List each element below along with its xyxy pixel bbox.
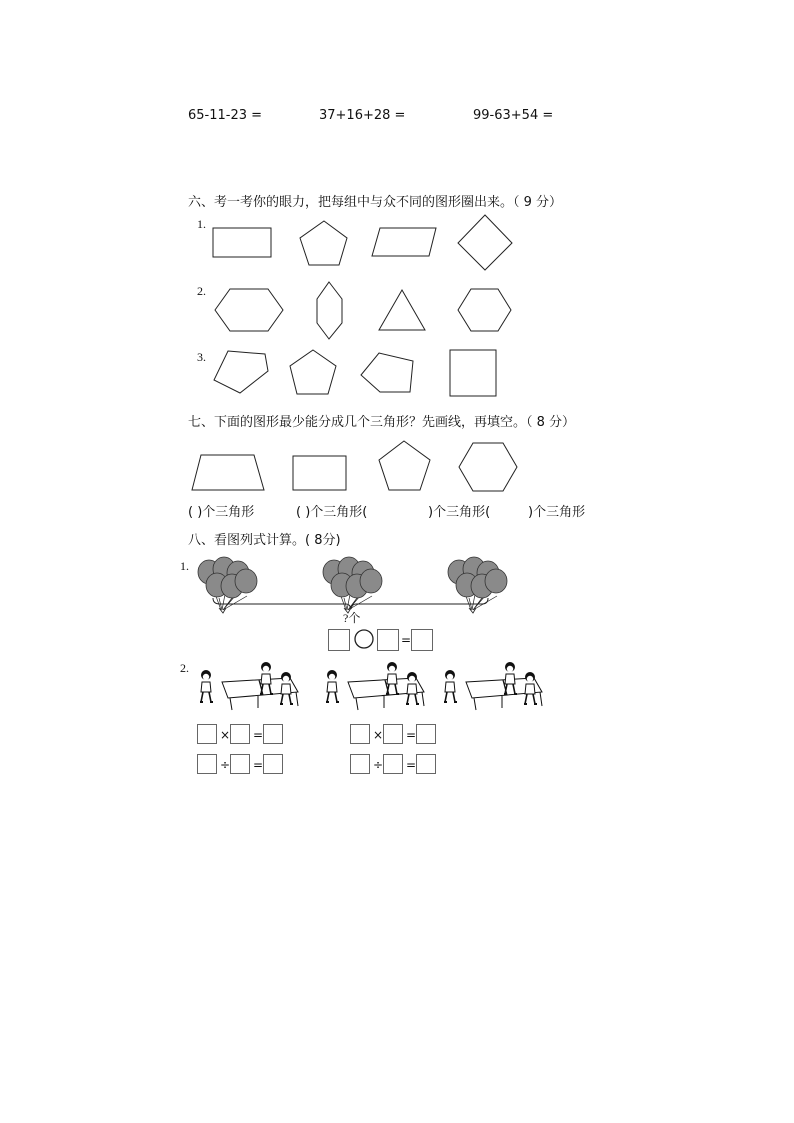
mult-box-right-2[interactable]: [383, 724, 403, 744]
div-box-right-1[interactable]: [350, 754, 370, 774]
group-1-number: 1.: [197, 217, 206, 231]
mult-box-left-3[interactable]: [263, 724, 283, 744]
equals-sign-left-1: =: [253, 728, 264, 742]
mult-box-right-1[interactable]: [350, 724, 370, 744]
multiply-sign-right: ×: [373, 728, 384, 742]
ping-pong-scene-2: [326, 662, 424, 710]
question-2-number: 2.: [180, 661, 189, 675]
ping-pong-scene-1: [200, 662, 298, 710]
div-box-left-2[interactable]: [230, 754, 250, 774]
div-box-right-2[interactable]: [383, 754, 403, 774]
blank-hexagon[interactable]: )个三角形: [528, 505, 586, 520]
mult-box-right-3[interactable]: [416, 724, 436, 744]
divide-sign-left: ÷: [220, 758, 231, 772]
section-6-title: 六、考一考你的眼力，把每组中与众不同的图形圈出来。（ 9 分）: [188, 195, 563, 210]
equals-sign: =: [401, 633, 412, 647]
equals-sign-right-2: =: [406, 758, 417, 772]
equals-sign-left-2: =: [253, 758, 264, 772]
ping-pong-scene-3: [444, 662, 542, 710]
div-box-left-1[interactable]: [197, 754, 217, 774]
section-8-title: 八、看图列式计算。( 8分): [188, 533, 341, 548]
divide-sign-right: ÷: [373, 758, 384, 772]
div-box-left-3[interactable]: [263, 754, 283, 774]
section-7-title: 七、下面的图形最少能分成几个三角形？先画线，再填空。（ 8 分）: [188, 415, 576, 430]
equals-sign-right-1: =: [406, 728, 417, 742]
blank-trapezoid[interactable]: ( )个三角形: [188, 505, 255, 520]
blank-pentagon[interactable]: )个三角形(: [428, 505, 491, 520]
equation-3: 99-63+54 =: [473, 108, 554, 123]
equation-2: 37+16+28 =: [319, 108, 406, 123]
multiply-sign-left: ×: [220, 728, 231, 742]
mult-box-left-1[interactable]: [197, 724, 217, 744]
group-2-number: 2.: [197, 284, 206, 298]
question-1-number: 1.: [180, 559, 189, 573]
div-box-right-3[interactable]: [416, 754, 436, 774]
blank-rectangle[interactable]: ( )个三角形(: [296, 505, 368, 520]
brace-label: ?个: [343, 611, 361, 625]
group-3-number: 3.: [197, 350, 206, 364]
equation-1: 65-11-23 =: [188, 108, 263, 123]
mult-box-left-2[interactable]: [230, 724, 250, 744]
